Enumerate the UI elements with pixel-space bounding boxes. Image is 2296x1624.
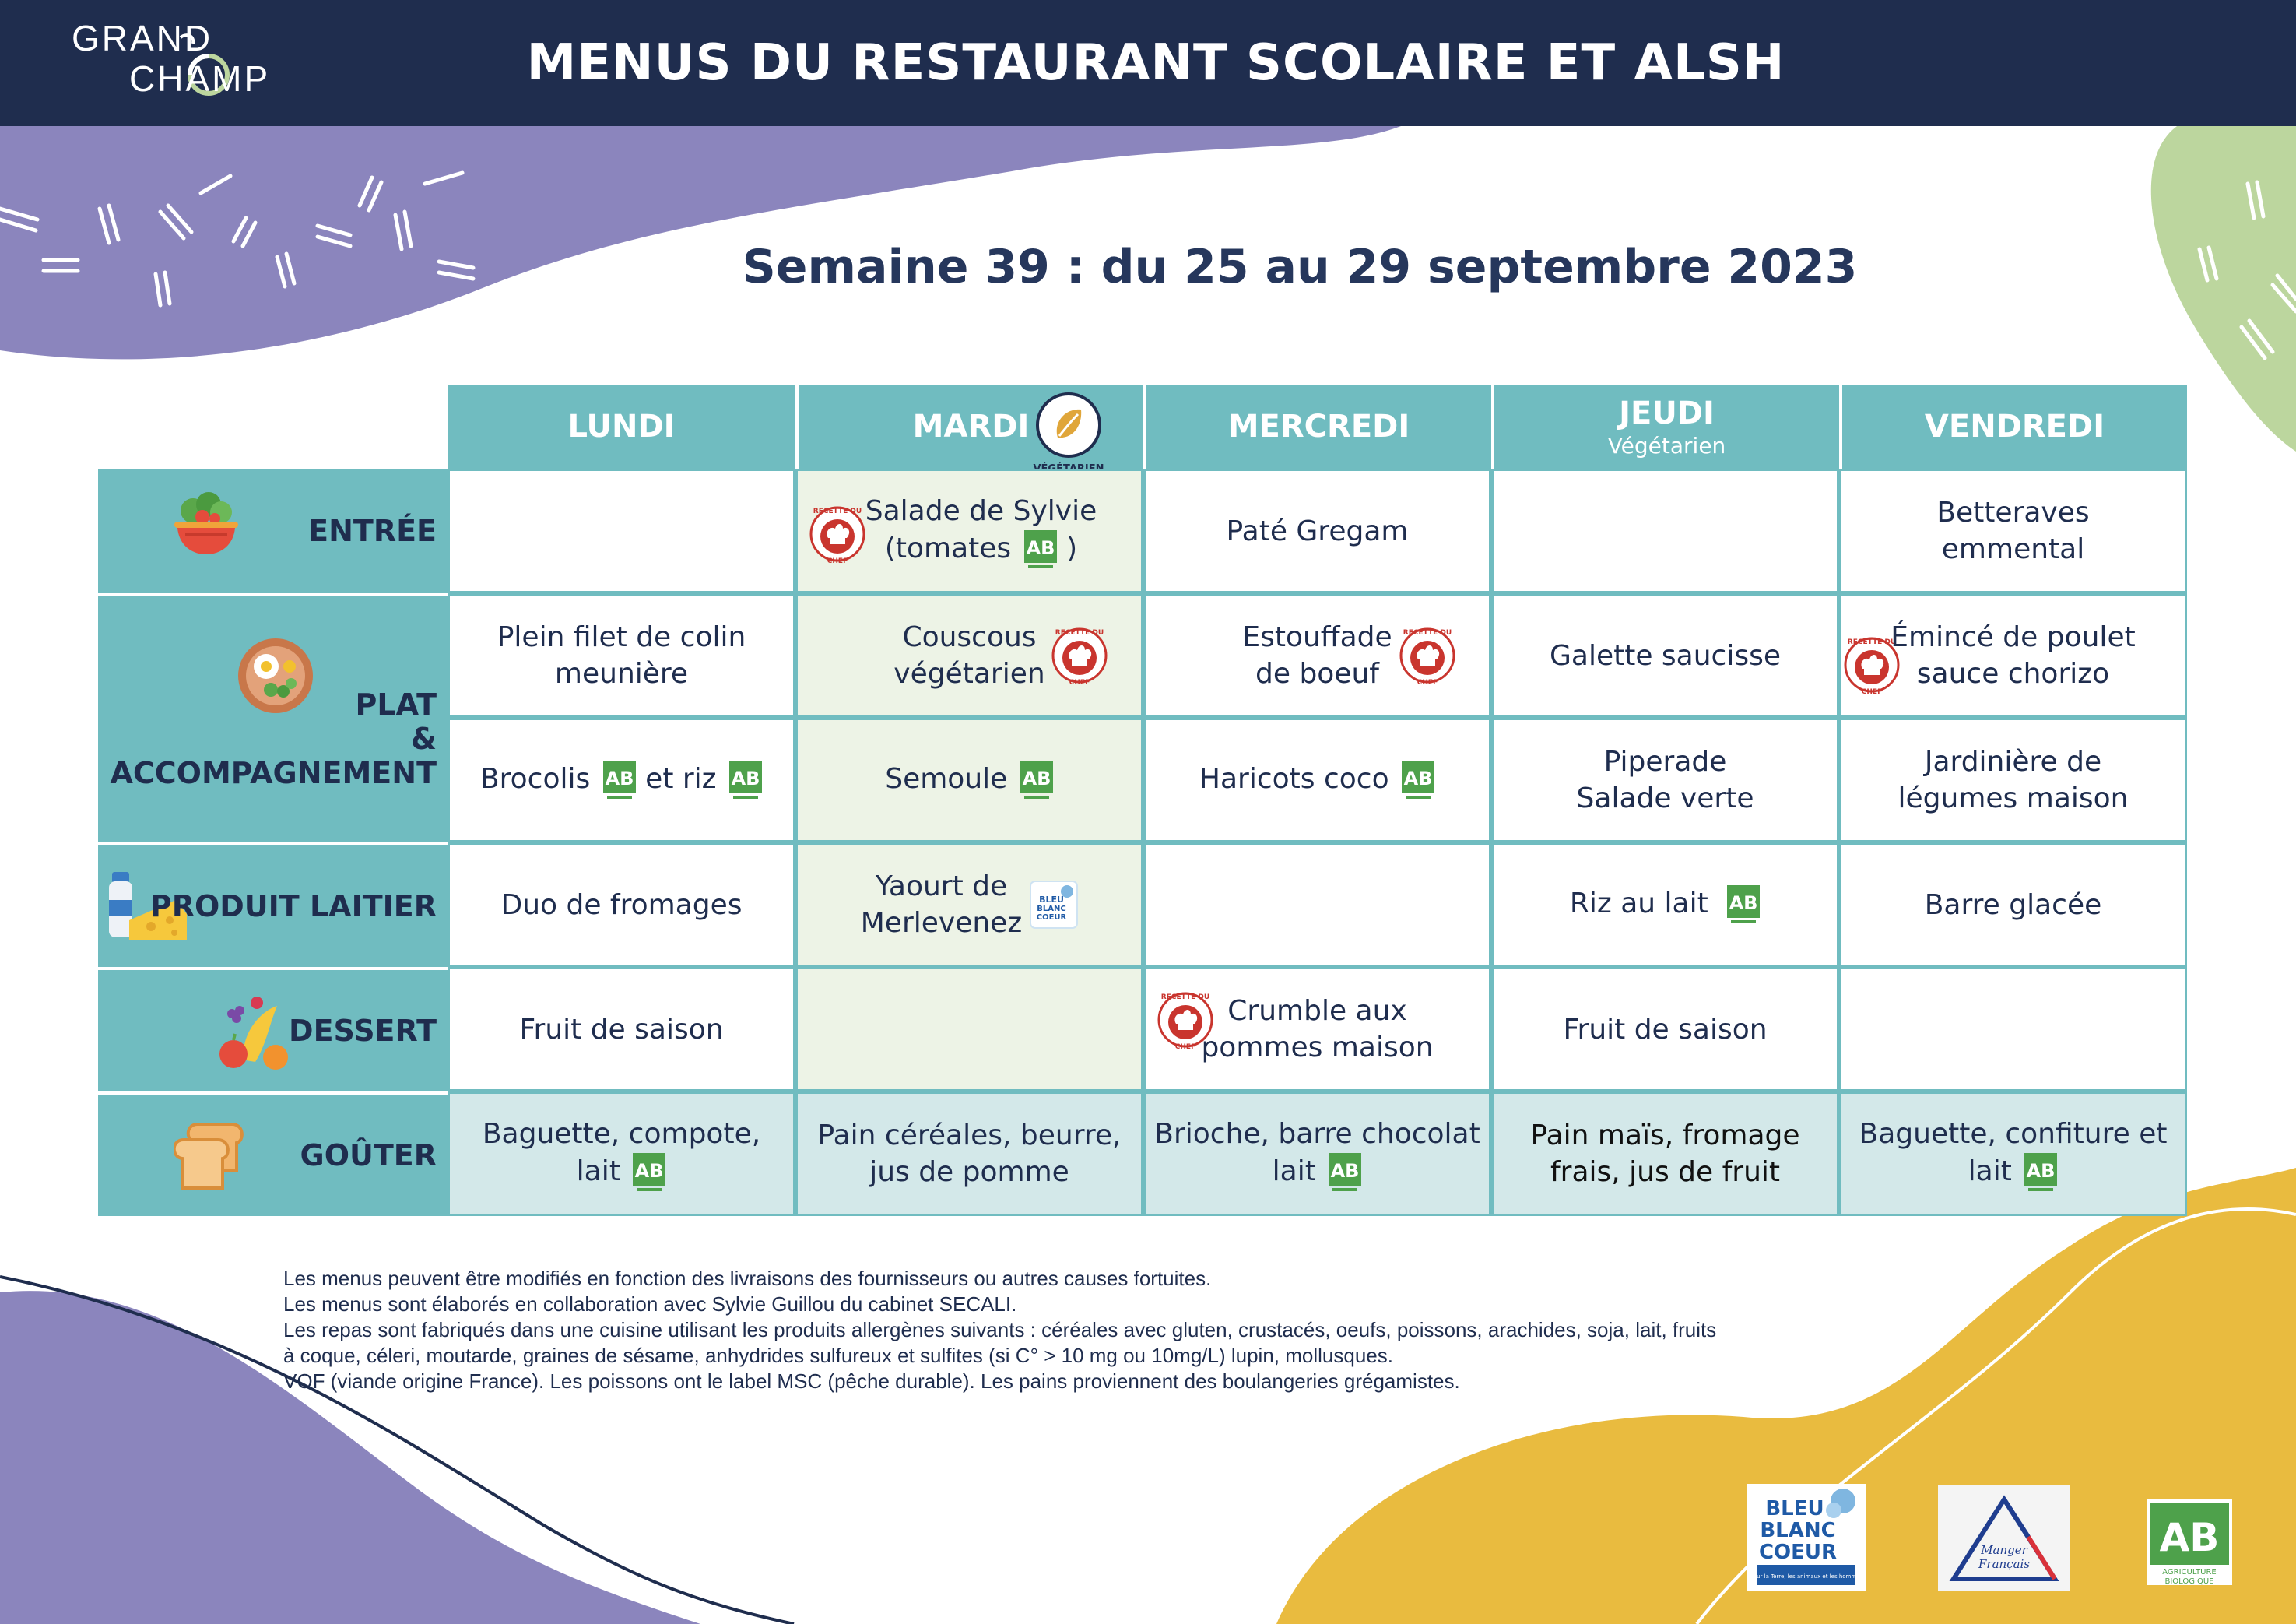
logo-text-line2: CHAMP <box>129 58 271 99</box>
row-entree <box>98 469 2187 593</box>
row-gouter <box>98 1091 2187 1216</box>
dish-entree-mardi-line2: (tomates <box>884 532 1012 564</box>
cell-side-mardi: Semoule AB <box>795 718 1143 842</box>
row-label-plat <box>98 593 448 842</box>
bleu-blanc-coeur-icon <box>1030 881 1078 929</box>
cell-plat-mercredi: RECETTE DU CHEF Estouffade de boeuf <box>1143 593 1491 718</box>
svg-text:AB: AB <box>1729 892 1758 914</box>
cell-dessert-lundi: Fruit de saison <box>448 967 795 1091</box>
salad-bowl-icon <box>170 487 243 559</box>
row-dessert <box>98 967 2187 1091</box>
cell-gouter-mercredi: Brioche, barre chocolat lait AB <box>1143 1091 1491 1216</box>
svg-text:RECETTE DU: RECETTE DU <box>1160 993 1210 1001</box>
cell-side-jeudi: Piperade Salade verte <box>1491 718 1839 842</box>
svg-text:AB: AB <box>2026 1159 2056 1182</box>
row-label-gouter: GOÛTER <box>98 1091 448 1216</box>
footnote-line: à coque, céleri, moutarde, graines de sésame, anhydrides sulfureux et sulfites (si C° > 10 mg ou 10mg/L) lupin, mollusques. <box>283 1344 1393 1367</box>
row-label-dessert: DESSERT <box>98 967 448 1091</box>
cell-dessert-jeudi: Fruit de saison <box>1491 967 1839 1091</box>
vegetarian-badge-icon <box>1031 388 1106 476</box>
cell-entree-vendredi: Betteraves emmental <box>1839 469 2187 593</box>
cell-gouter-mardi: Pain céréales, beurre, jus de pomme <box>795 1091 1143 1216</box>
cell-laitier-vendredi: Barre glacée <box>1839 842 2187 967</box>
ab-organic-icon <box>1328 1152 1362 1193</box>
footnote-line: Les menus peuvent être modifiés en fonction des livraisons des fournisseurs ou autres causes fortuites. <box>283 1267 1212 1290</box>
cell-laitier-jeudi: Riz au lait AB <box>1491 842 1839 967</box>
cell-laitier-mardi: Yaourt de Merlevenez BLEU BLANC COEUR <box>795 842 1143 967</box>
svg-text:Pour la Terre, les animaux et: Pour la Terre, les animaux et les hommes <box>1750 1573 1863 1580</box>
cell-dessert-mardi <box>795 967 1143 1091</box>
svg-text:BLANC: BLANC <box>1037 905 1066 913</box>
svg-text:Manger: Manger <box>1981 1543 2027 1557</box>
day-header-row <box>98 385 2187 469</box>
toast-bread-icon <box>174 1116 244 1194</box>
svg-text:COEUR: COEUR <box>1758 1541 1838 1564</box>
svg-text:CHEF: CHEF <box>1174 1043 1196 1050</box>
agriculture-biologique-logo <box>2147 1499 2232 1585</box>
svg-text:CHEF: CHEF <box>1069 679 1090 686</box>
plat-label-line3: ACCOMPAGNEMENT <box>110 756 437 790</box>
cell-plat-jeudi: Galette saucisse <box>1491 593 1839 718</box>
corner-blank <box>98 385 448 469</box>
cell-side-mercredi: Haricots coco AB <box>1143 718 1491 842</box>
svg-text:AB: AB <box>634 1159 664 1182</box>
cell-plat-mardi: RECETTE DU CHEF Couscous végétarien <box>795 593 1143 718</box>
row-label-laitier: PRODUIT LAITIER <box>98 842 448 967</box>
cell-side-vendredi: Jardinière de légumes maison <box>1839 718 2187 842</box>
svg-text:COEUR: COEUR <box>1036 913 1067 922</box>
cell-entree-mercredi: Paté Gregam <box>1143 469 1491 593</box>
cell-plat-vendredi: RECETTE DU CHEF Émincé de poulet sauce chorizo <box>1839 593 2187 718</box>
svg-text:RECETTE DU: RECETTE DU <box>813 508 862 515</box>
footnote-line: VOF (viande origine France). Les poissons ont le label MSC (pêche durable). Les pains proviennent des boulangeries grégamistes. <box>283 1369 1460 1393</box>
svg-text:BLEU: BLEU <box>1765 1497 1824 1520</box>
cell-laitier-mercredi <box>1143 842 1491 967</box>
plat-label-line1: PLAT <box>355 687 437 722</box>
svg-text:CHEF: CHEF <box>1417 679 1438 686</box>
cell-gouter-vendredi: Baguette, confiture et lait AB <box>1839 1091 2187 1216</box>
dish-entree-mardi-line1: Salade de Sylvie <box>865 494 1097 527</box>
ab-organic-icon <box>632 1152 666 1193</box>
svg-text:AB: AB <box>1026 536 1055 559</box>
svg-text:CHEF: CHEF <box>827 557 848 564</box>
svg-text:BIOLOGIQUE: BIOLOGIQUE <box>2164 1577 2214 1585</box>
svg-text:RECETTE DU: RECETTE DU <box>1055 629 1104 637</box>
day-header-lundi: LUNDI <box>448 385 795 469</box>
cell-laitier-lundi: Duo de fromages <box>448 842 795 967</box>
svg-text:RECETTE DU: RECETTE DU <box>1403 629 1452 637</box>
ab-organic-icon <box>1023 529 1058 570</box>
svg-text:RECETTE DU: RECETTE DU <box>1847 638 1897 646</box>
week-title: Semaine 39 : du 25 au 29 septembre 2023 <box>742 240 1858 294</box>
svg-text:AB: AB <box>2159 1515 2220 1560</box>
footnotes <box>283 1266 1918 1394</box>
day-subtitle-jeudi: Végétarien <box>1607 432 1726 459</box>
ab-organic-icon <box>1020 760 1054 800</box>
row-plat-main <box>98 593 2187 718</box>
logo-text-line1: GRAND <box>72 18 213 58</box>
ab-organic-icon <box>728 760 763 800</box>
row-laitier <box>98 842 2187 967</box>
cell-entree-mardi: RECETTE DU CHEF Salade de Sylvie (tomates AB ) <box>795 469 1143 593</box>
cell-entree-jeudi <box>1491 469 1839 593</box>
cell-gouter-lundi: Baguette, compote, lait AB <box>448 1091 795 1216</box>
ab-organic-icon <box>1726 884 1761 925</box>
ab-organic-icon <box>2024 1152 2058 1193</box>
cell-side-lundi: Brocolis AB et riz AB <box>448 718 795 842</box>
bleu-blanc-coeur-logo <box>1747 1484 1866 1591</box>
fruit-icon <box>215 990 300 1076</box>
day-header-mardi: MARDI <box>795 385 1143 469</box>
cell-dessert-vendredi <box>1839 967 2187 1091</box>
manger-francais-logo <box>1938 1485 2070 1591</box>
svg-text:AGRICULTURE: AGRICULTURE <box>2162 1568 2217 1577</box>
footnote-line: Les menus sont élaborés en collaboration avec Sylvie Guillou du cabinet SECALI. <box>283 1292 1017 1316</box>
svg-text:AB: AB <box>605 768 634 789</box>
svg-text:AB: AB <box>1403 768 1433 789</box>
day-header-jeudi: JEUDI Végétarien <box>1491 385 1839 469</box>
svg-text:BLEU: BLEU <box>1039 895 1065 905</box>
cell-entree-lundi <box>448 469 795 593</box>
cell-gouter-jeudi: Pain maïs, fromage frais, jus de fruit <box>1491 1091 1839 1216</box>
ab-organic-icon <box>1401 760 1435 800</box>
page-title: MENUS DU RESTAURANT SCOLAIRE ET ALSH <box>526 34 1785 92</box>
footnote-line: Les repas sont fabriqués dans une cuisine utilisant les produits allergènes suivants : céréales avec gluten, crustacés, oeufs, poissons, arachides, soja, lait, fruits <box>283 1318 1717 1341</box>
ab-organic-icon <box>602 760 637 800</box>
svg-text:BLANC: BLANC <box>1760 1519 1836 1542</box>
svg-text:AB: AB <box>731 768 760 789</box>
cell-dessert-mercredi: RECETTE DU CHEF Crumble aux pommes maison <box>1143 967 1491 1091</box>
cell-plat-lundi: Plein filet de colin meunière <box>448 593 795 718</box>
menu-table <box>98 385 2187 1216</box>
day-header-mercredi: MERCREDI <box>1143 385 1491 469</box>
svg-text:Français: Français <box>1978 1557 2031 1571</box>
svg-text:AB: AB <box>1330 1159 1360 1182</box>
header-bar <box>0 0 2296 126</box>
row-label-entree: ENTRÉE <box>98 469 448 593</box>
svg-text:CHEF: CHEF <box>1861 688 1883 695</box>
day-header-vendredi: VENDREDI <box>1839 385 2187 469</box>
svg-text:AB: AB <box>1022 768 1051 789</box>
plat-label-line2: & <box>410 722 437 756</box>
